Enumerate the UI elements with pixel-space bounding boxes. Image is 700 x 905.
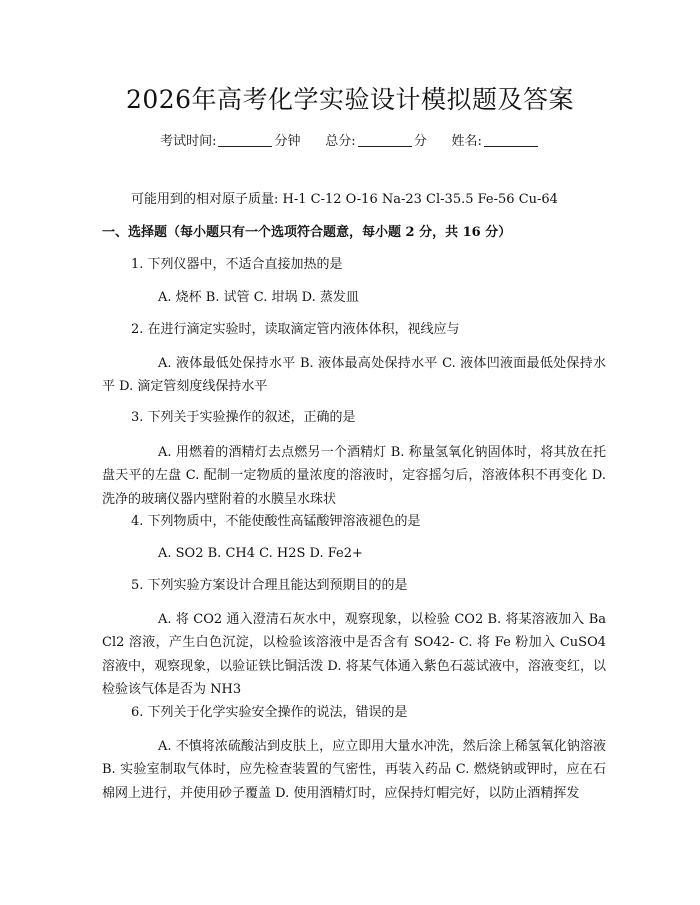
exam-meta-line (0, 132, 700, 152)
section-heading: 一、选择题（每小题只有一个选项符合题意，每小题 2 分，共 16 分） (102, 225, 512, 240)
name-label: 姓名: (451, 134, 482, 149)
question-options: A. 液体最低处保持水平 B. 液体最高处保持水平 C. 液体凹液面最低处保持水平 D. 滴定管刻度线保持水平 (102, 356, 606, 395)
question-options: A. 将 CO2 通入澄清石灰水中，观察现象，以检验 CO2 B. 将某溶液加入 BaCl2 溶液，产生白色沉淀，以检验该溶液中是否含有 SO42- C. 将 Fe 粉加入 CuSO4 溶液中，观察现象，以验证铁比铜活泼 D. 将某气体通入紫色石蕊试液中，溶液变红，以检验该气体是否为 NH3 (102, 612, 606, 697)
time-unit: 分钟 (274, 134, 301, 149)
time-label: 考试时间: (160, 134, 217, 149)
question-options: A. 不慎将浓硫酸沾到皮肤上，应立即用大量水冲洗，然后涂上稀氢氧化钠溶液 B. 实验室制取气体时，应先检查装置的气密性，再装入药品 C. 燃烧钠或钾时，应在石棉网上进行，并使用砂子覆盖 D. 使用酒精灯时，应保持灯帽完好，以防止酒精挥发 (102, 739, 606, 801)
time-blank (218, 134, 272, 147)
question-stem: 4. 下列物质中，不能使酸性高锰酸钾溶液褪色的是 (131, 514, 421, 529)
question-stem: 3. 下列关于实验操作的叙述，正确的是 (131, 410, 356, 425)
name-blank (484, 134, 538, 147)
question-stem: 5. 下列实验方案设计合理且能达到预期目的的是 (131, 578, 408, 593)
question-options: A. 用燃着的酒精灯去点燃另一个酒精灯 B. 称量氢氧化钠固体时，将其放在托盘天平的左盘 C. 配制一定物质的量浓度的溶液时，定容摇匀后，溶液体积不再变化 D. 洗净的玻璃仪器内壁附着的水膜呈水珠状 (102, 445, 606, 507)
exam-title: 2026年高考化学实验设计模拟题及答案 (125, 85, 575, 114)
atomic-masses-note: 可能用到的相对原子质量: H-1 C-12 O-16 Na-23 Cl-35.5 Fe-56 Cu-64 (131, 192, 558, 207)
score-label: 总分: (325, 134, 356, 149)
question-options: A. 烧杯 B. 试管 C. 坩埚 D. 蒸发皿 (158, 290, 359, 305)
question-stem: 6. 下列关于化学实验安全操作的说法，错误的是 (131, 705, 408, 720)
score-blank (358, 134, 412, 147)
question-stem: 1. 下列仪器中，不适合直接加热的是 (131, 257, 343, 272)
question-stem: 2. 在进行滴定实验时，读取滴定管内液体体积，视线应与 (131, 322, 460, 337)
question-options: A. SO2 B. CH4 C. H2S D. Fe2+ (158, 546, 363, 561)
score-unit: 分 (413, 134, 427, 149)
